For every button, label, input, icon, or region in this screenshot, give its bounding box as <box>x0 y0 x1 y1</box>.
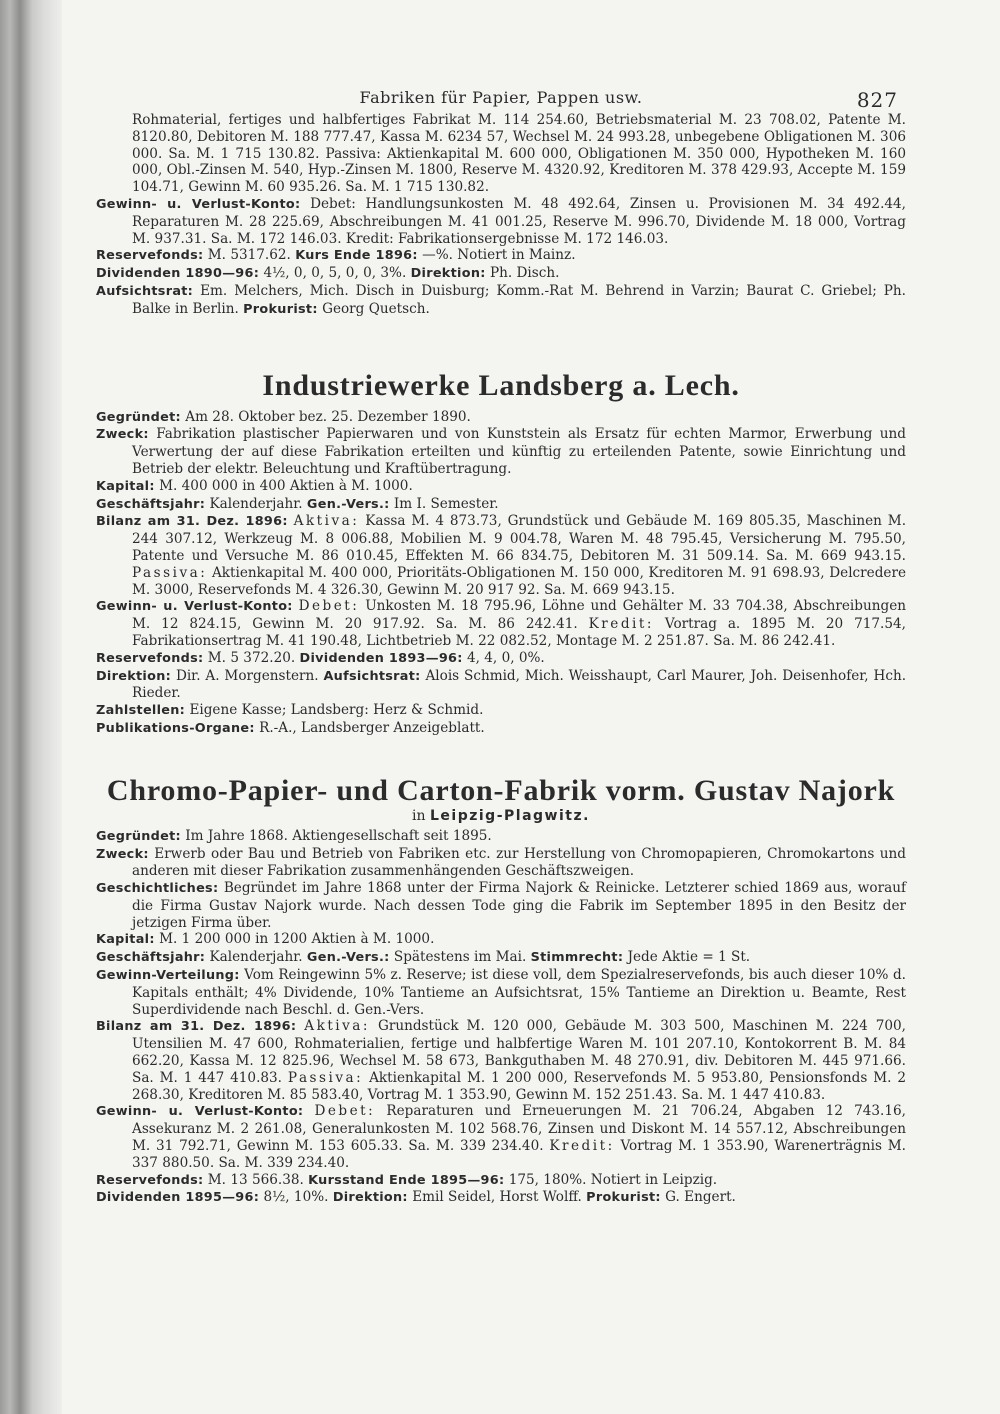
gegruendet-entry: Gegründet: Am 28. Oktober bez. 25. Dezember 1890. <box>96 408 471 425</box>
reserve-entry: Reservefonds: M. 13 566.38. Kursstand Ende 1895—96: 175, 180%. Notiert in Leipzig. <box>96 1171 718 1188</box>
gegruendet-entry: Gegründet: Im Jahre 1868. Aktiengesellschaft seit 1895. <box>96 827 492 844</box>
geschaeftsjahr-entry: Geschäftsjahr: Kalenderjahr. Gen.-Vers.: Spätestens im Mai. Stimmrecht: Jede Aktie = 1 St. <box>96 949 751 966</box>
company-industriewerke-landsberg <box>96 369 906 738</box>
prev-reserve-entry: Reservefonds: M. 5317.62. Kurs Ende 1896: —%. Notiert in Mainz. <box>96 247 576 264</box>
direktion-entry: Direktion: Dir. A. Morgenstern. Aufsichtsrat: Alois Schmid, Mich. Weisshaupt, Carl Maurer, Joh. Deisenhofer, Hch. Rieder. <box>96 667 907 702</box>
geschaeftsjahr-entry: Geschäftsjahr: Kalenderjahr. Gen.-Vers.: Im I. Semester. <box>96 495 499 512</box>
entry-label: Gewinn- u. Verlust-Konto: <box>96 196 301 212</box>
prev-guv-entry: Gewinn- u. Verlust-Konto: Debet: Handlungsunkosten M. 48 492.64, Zinsen u. Provisionen M. 34 492.44, Reparaturen M. 28 225.69, Abschreibungen M. 41 001.25, Reserve M. 996.70, Dividende M. 18 000, Vortrag M. 937.31. Sa. M. 172 146.03. Kredit: Fabrikationsergebnisse M. 172 146.03. <box>96 195 907 247</box>
kapital-entry: Kapital: M. 400 000 in 400 Aktien à M. 1000. <box>96 477 413 494</box>
company-chromo-papier-najork <box>96 774 906 1208</box>
gewinnverteilung-entry: Gewinn-Verteilung: Vom Reingewinn 5% z. Reserve; ist diese voll, dem Spezialreservefonds, bis auch dieser 10% d. Kapitals enthält; 4% Dividende, 10% Tantieme an Aufsichtsrat, 15% Tantieme an Direktion u. Beamte, Rest Superdividende nach Beschl. d. Gen.-Vers. <box>96 967 906 1018</box>
reserve-entry: Reservefonds: M. 5 372.20. Dividenden 1893—96: 4, 4, 0, 0%. <box>96 649 545 666</box>
guv-entry: Gewinn- u. Verlust-Konto: Debet: Reparaturen und Erneuerungen M. 21 706.24, Abgaben 12 743.16, Assekuranz M. 2 261.08, Generalunkosten M. 102 568.76, Zinsen und Diskont M. 14 557.12, Abschreibungen M. 31 792.71, Gewinn M. 153 605.33. Sa. M. 339 234.40. Kredit: Vortrag M. 1 353.90, Warenerträgnis M. 337 880.50. Sa. M. 339 234.40. <box>96 1103 906 1171</box>
company-title: Chromo-Papier- und Carton-Fabrik vorm. Gustav Najork <box>106 773 896 807</box>
prev-dividend-entry: Dividenden 1890—96: 4½, 0, 0, 5, 0, 0, 3%. Direktion: Ph. Disch. <box>96 265 560 282</box>
prev-bilanz-continuation: Rohmaterial, fertiges und halbfertiges Fabrikat M. 114 254.60, Betriebsmaterial M. 23 708.02, Patente M. 8120.80, Debitoren M. 188 777.47, Kassa M. 6234 57, Wechsel M. 24 993.28, unbegebene Obligationen M. 306 000. Sa. M. 1 715 130.82. Passiva: Aktienkapital M. 600 000, Obligationen M. 350 000, Hypotheken M. 160 000, Obl.-Zinsen M. 540, Hyp.-Zinsen M. 1800, Reserve M. 4320.92, Kreditoren M. 378 429.93, Accepte M. 159 104.71, Gewinn M. 60 935.26. Sa. M. 1 715 130.82. <box>132 112 906 196</box>
company-location: in Leipzig-Plagwitz. <box>412 807 590 824</box>
bilanz-entry: Bilanz am 31. Dez. 1896: Aktiva: Kassa M. 4 873.73, Grundstück und Gebäude M. 169 805.35, Maschinen M. 244 307.12, Werkzeug M. 8 006.88, Mobilien M. 9 004.78, Waren M. 48 795.45, Versicherung M. 795.50, Patente und Versuche M. 86 010.45, Effekten M. 66 834.75, Debitoren M. 31 509.14. Sa. M. 669 943.15. Passiva: Aktienkapital M. 400 000, Prioritäts-Obligationen M. 150 000, Kreditoren M. 91 698.93, Delcredere M. 3000, Reservefonds M. 4 326.30, Gewinn M. 20 917 92. Sa. M. 669 943.15. <box>96 513 907 598</box>
previous-company-section <box>96 112 906 319</box>
kapital-entry: Kapital: M. 1 200 000 in 1200 Aktien à M. 1000. <box>96 931 435 948</box>
geschichte-entry: Geschichtliches: Begründet im Jahre 1868 unter der Firma Najork & Reinicke. Letzterer schied 1869 aus, worauf die Firma Gustav Najork wurde. Nach dessen Tode ging die Fabrik im September 1895 in den Besitz der jetzigen Firma über. <box>96 880 906 931</box>
dividenden-entry: Dividenden 1895—96: 8½, 10%. Direktion: Emil Seidel, Horst Wolff. Prokurist: G. Engert. <box>96 1189 736 1206</box>
page-content <box>96 82 906 1207</box>
page-number: 827 <box>856 88 898 112</box>
zweck-entry: Zweck: Erwerb oder Bau und Betrieb von Fabriken etc. zur Herstellung von Chromopapieren, Chromokartons und anderen mit dieser Fabrikation zusammenhängenden Geschäftszweigen. <box>96 845 906 880</box>
bilanz-entry: Bilanz am 31. Dez. 1896: Aktiva: Grundstück M. 120 000, Gebäude M. 303 500, Maschinen M. 224 700, Utensilien M. 47 600, Rohmaterialien, fertige und halbfertige Waren M. 101 207.10, Kontokorrent B. M. 84 662.20, Kassa M. 12 825.96, Wechsel M. 58 673, Bankguthaben M. 48 270.91, div. Debitoren M. 445 971.66. Sa. M. 1 447 410.83. Passiva: Aktienkapital M. 1 200 000, Reservefonds M. 5 953.80, Pensionsfonds M. 2 268.30, Kreditoren M. 85 583.40, Vortrag M. 1 353.90, Gewinn M. 152 251.43. Sa. M. 1 447 410.83. <box>96 1018 906 1103</box>
page-header <box>96 82 906 112</box>
book-spine-shadow <box>0 0 62 1414</box>
prev-aufsichtsrat-entry: Aufsichtsrat: Em. Melchers, Mich. Disch in Duisburg; Komm.-Rat M. Behrend in Varzin; Baurat C. Griebel; Ph. Balke in Berlin. Prokurist: Georg Quetsch. <box>96 282 906 317</box>
company-title: Industriewerke Landsberg a. Lech. <box>262 368 740 402</box>
publikation-entry: Publikations-Organe: R.-A., Landsberger Anzeigeblatt. <box>96 719 485 736</box>
zahlstellen-entry: Zahlstellen: Eigene Kasse; Landsberg: Herz & Schmid. <box>96 702 484 719</box>
running-title: Fabriken für Papier, Pappen usw. <box>359 88 643 107</box>
zweck-entry: Zweck: Fabrikation plastischer Papierwaren und von Kunststein als Ersatz für echten Marmor, Erwerbung und Verwertung der auf diese Fabrikation erteilten und künftig zu erteilenden Patente, sowie Einrichtung und Betrieb der elektr. Beleuchtung und Kraftübertragung. <box>96 426 906 477</box>
guv-entry: Gewinn- u. Verlust-Konto: Debet: Unkosten M. 18 795.96, Löhne und Gehälter M. 33 704.38, Abschreibungen M. 12 824.15, Gewinn M. 20 917.92. Sa. M. 86 242.41. Kredit: Vortrag a. 1895 M. 20 717.54, Fabrikationsertrag M. 41 190.48, Lichtbetrieb M. 22 082.52, Montage M. 2 251.87. Sa. M. 86 242.41. <box>96 598 906 649</box>
